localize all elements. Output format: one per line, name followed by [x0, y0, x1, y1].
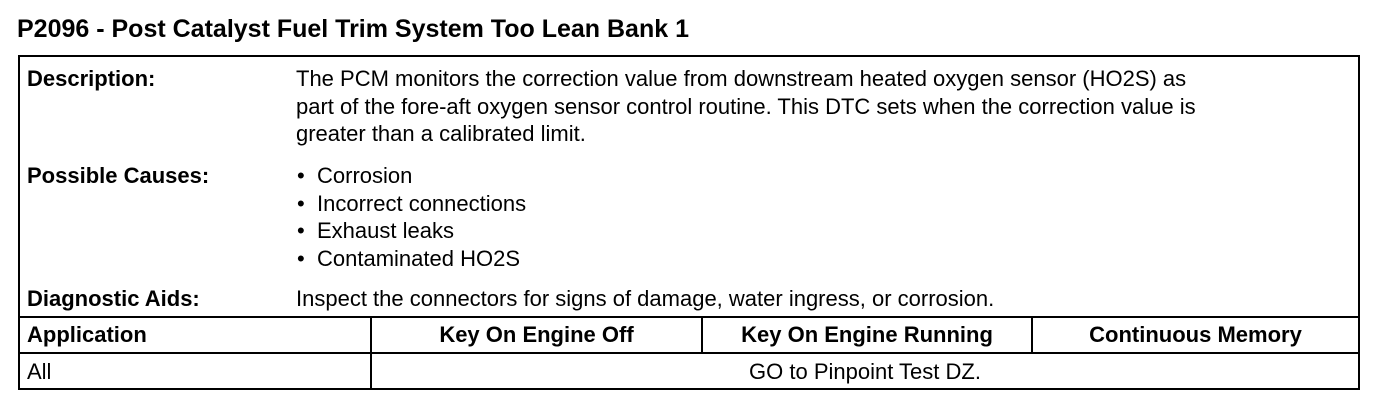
description-label: Description:: [27, 66, 156, 91]
dtc-info-section: [20, 57, 1358, 316]
cell-application: All: [27, 359, 52, 384]
description-text: [296, 65, 1351, 148]
dtc-info-box: [18, 55, 1360, 390]
header-key-on-engine-off: Key On Engine Off: [439, 322, 634, 347]
description-line: part of the fore-aft oxygen sensor control routine. This DTC sets when the correction value is: [296, 93, 1196, 119]
header-application: Application: [27, 322, 147, 347]
cause-item: • Exhaust leaks: [296, 217, 1351, 245]
description-line: greater than a calibrated limit.: [296, 121, 586, 146]
cause-item: • Incorrect connections: [296, 190, 1351, 218]
description-line: The PCM monitors the correction value from downstream heated oxygen sensor (HO2S) as: [296, 66, 1187, 91]
diagnostic-aids-text: Inspect the connectors for signs of damage, water ingress, or corrosion.: [296, 286, 995, 311]
possible-causes-label: Possible Causes:: [27, 163, 210, 188]
header-key-on-engine-running: Key On Engine Running: [741, 322, 993, 347]
page-title: P2096 - Post Catalyst Fuel Trim System Too Lean Bank 1: [17, 15, 689, 43]
diagnostic-aids-label: Diagnostic Aids:: [27, 286, 200, 311]
cause-item: • Contaminated HO2S: [296, 245, 1351, 273]
header-continuous-memory: Continuous Memory: [1089, 322, 1302, 347]
possible-causes-list: [296, 162, 1351, 272]
cause-item: • Corrosion: [296, 162, 1351, 190]
cell-action: GO to Pinpoint Test DZ.: [749, 359, 981, 384]
